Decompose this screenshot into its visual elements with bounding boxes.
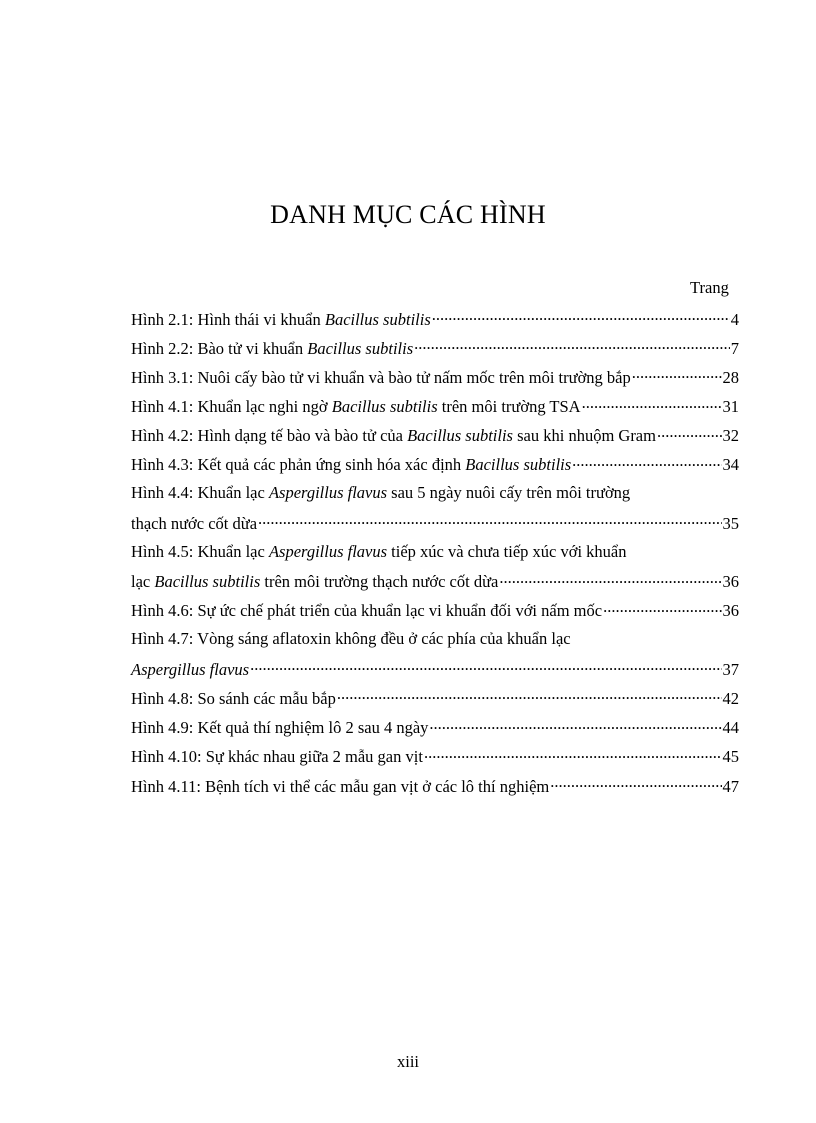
entry-text-line2: thạch nước cốt dừa <box>131 513 258 533</box>
dot-leader <box>572 454 721 471</box>
toc-entry[interactable] <box>131 600 739 629</box>
entry-text-line1: Hình 4.7: Vòng sáng aflatoxin không đều ở các phía của khuẩn lạc <box>131 629 571 649</box>
entry-text: Hình 4.6: Sự ức chế phát triển của khuẩn lạc vi khuẩn đối với nấm mốc <box>131 601 603 621</box>
entry-text: Hình 2.2: Bào tử vi khuẩn Bacillus subtilis <box>131 338 414 358</box>
dot-leader <box>429 717 721 734</box>
entry-text-line2: lạc Bacillus subtilis trên môi trường thạch nước cốt dừa <box>131 572 499 592</box>
entry-page: 37 <box>722 659 739 679</box>
entry-page: 31 <box>722 397 739 417</box>
entry-text: Hình 4.1: Khuẩn lạc nghi ngờ Bacillus subtilis trên môi trường TSA <box>131 397 581 417</box>
entry-page: 47 <box>722 776 739 796</box>
footer-page-number: xiii <box>396 1052 419 1071</box>
dot-leader <box>432 308 730 325</box>
figure-list <box>131 308 739 804</box>
page-column-label: Trang <box>690 278 729 297</box>
entry-page: 45 <box>722 747 739 767</box>
entry-text: Hình 4.10: Sự khác nhau giữa 2 mẫu gan vịt <box>131 747 423 767</box>
entry-page: 34 <box>722 455 739 475</box>
entry-page: 36 <box>722 601 739 621</box>
dot-leader <box>414 337 730 354</box>
entry-text: Hình 4.3: Kết quả các phản ứng sinh hóa xác định Bacillus subtilis <box>131 455 572 475</box>
dot-leader <box>424 746 722 763</box>
toc-entry[interactable] <box>131 337 739 366</box>
entry-text-line2: Aspergillus flavus <box>131 659 250 679</box>
toc-entry[interactable] <box>131 366 739 395</box>
entry-text-line1: Hình 4.5: Khuẩn lạc Aspergillus flavus tiếp xúc và chưa tiếp xúc với khuẩn <box>131 541 627 561</box>
entry-text: Hình 4.11: Bệnh tích vi thể các mẫu gan vịt ở các lô thí nghiệm <box>131 776 550 796</box>
toc-entry[interactable] <box>131 396 739 425</box>
page-title: DANH MỤC CÁC HÌNH <box>270 200 546 229</box>
entry-text: Hình 4.8: So sánh các mẫu bắp <box>131 688 336 708</box>
entry-page: 36 <box>722 572 739 592</box>
entry-page: 4 <box>730 309 739 329</box>
toc-entry[interactable] <box>131 775 739 804</box>
dot-leader <box>250 658 721 675</box>
dot-leader <box>632 366 722 383</box>
dot-leader <box>258 512 721 529</box>
toc-entry[interactable] <box>131 454 739 483</box>
toc-entry[interactable] <box>131 483 739 541</box>
entry-text: Hình 4.9: Kết quả thí nghiệm lô 2 sau 4 ngày <box>131 718 429 738</box>
entry-page: 42 <box>722 688 739 708</box>
entry-text: Hình 4.2: Hình dạng tế bào và bào tử của Bacillus subtilis sau khi nhuộm Gram <box>131 426 656 446</box>
dot-leader <box>550 775 721 792</box>
toc-entry[interactable] <box>131 542 739 600</box>
entry-text: Hình 2.1: Hình thái vi khuẩn Bacillus subtilis <box>131 309 431 329</box>
dot-leader <box>657 425 722 442</box>
entry-page: 7 <box>730 338 739 358</box>
entry-text: Hình 3.1: Nuôi cấy bào tử vi khuẩn và bào tử nấm mốc trên môi trường bắp <box>131 367 631 387</box>
dot-leader <box>603 600 721 617</box>
entry-page: 44 <box>722 718 739 738</box>
toc-entry[interactable] <box>131 717 739 746</box>
toc-entry[interactable] <box>131 746 739 775</box>
dot-leader <box>582 396 722 413</box>
toc-entry[interactable] <box>131 425 739 454</box>
toc-entry[interactable] <box>131 629 739 687</box>
dot-leader <box>499 571 721 588</box>
entry-page: 32 <box>722 426 739 446</box>
entry-page: 28 <box>722 367 739 387</box>
toc-entry[interactable] <box>131 308 739 337</box>
entry-page: 35 <box>722 513 739 533</box>
dot-leader <box>337 687 722 704</box>
toc-entry[interactable] <box>131 687 739 716</box>
entry-text-line1: Hình 4.4: Khuẩn lạc Aspergillus flavus sau 5 ngày nuôi cấy trên môi trường <box>131 483 631 503</box>
